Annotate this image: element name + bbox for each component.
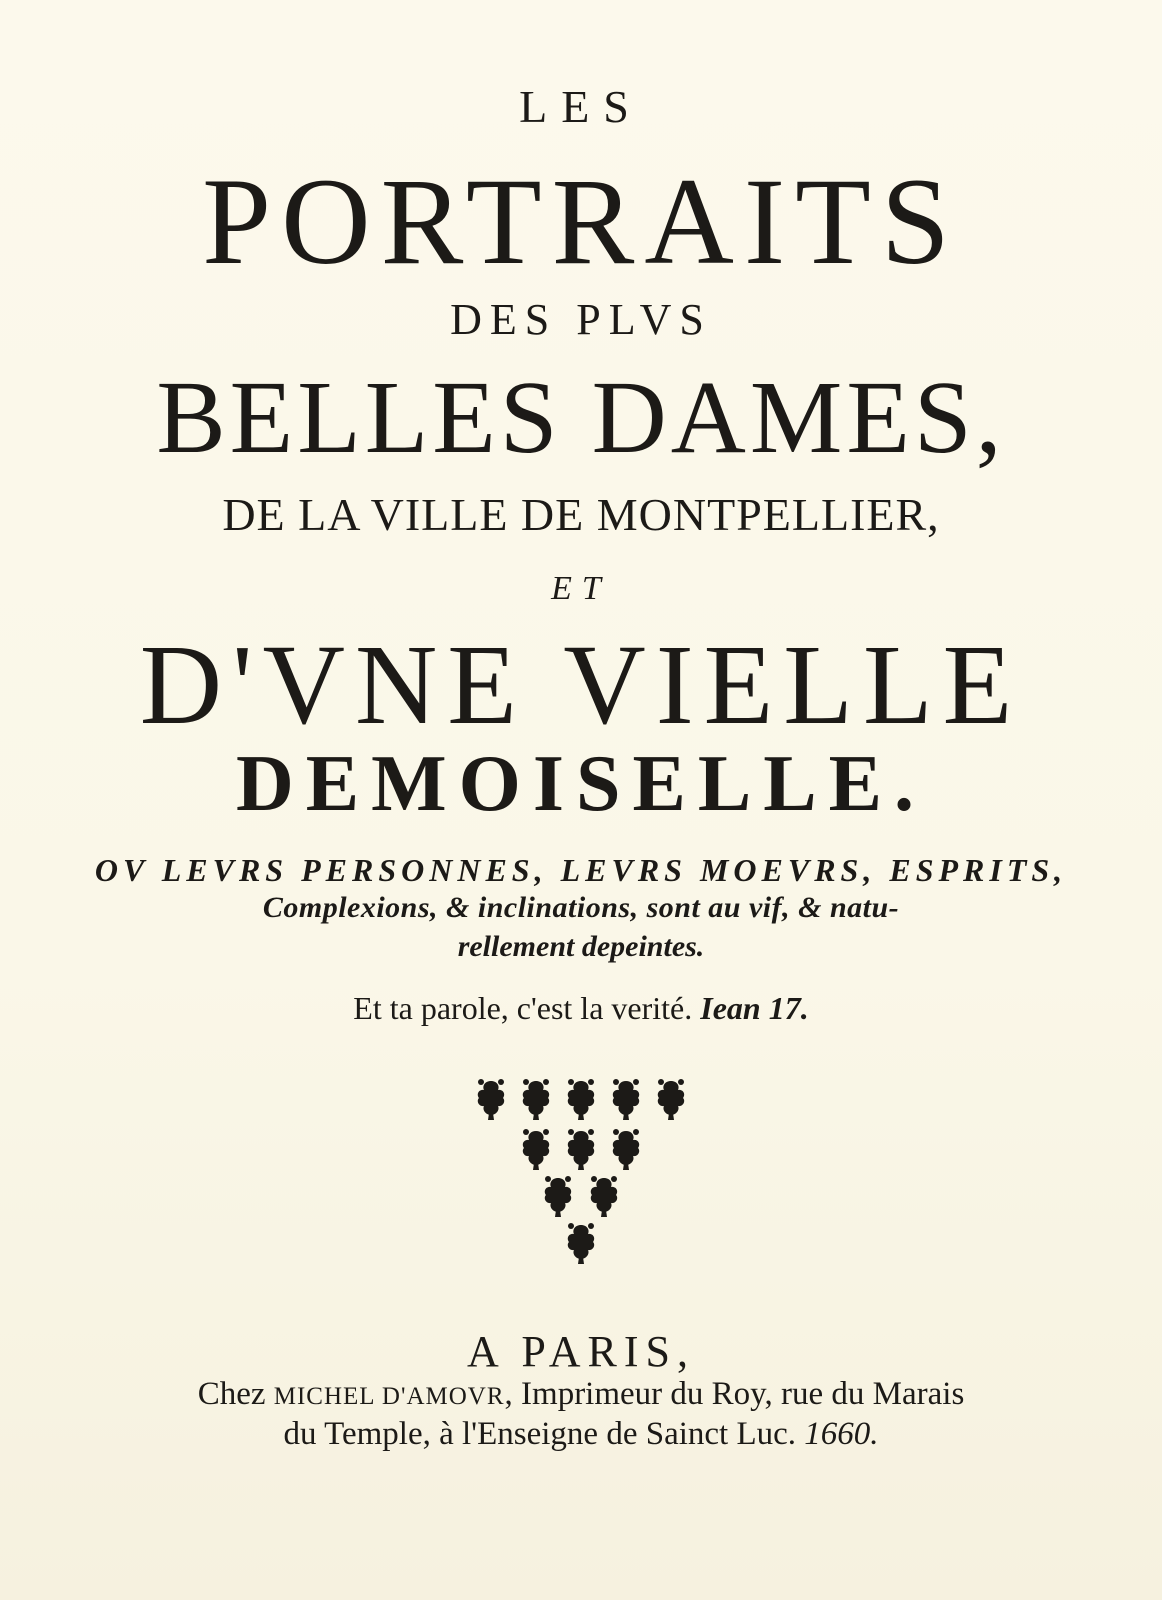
title-line-ville: DE LA VILLE DE MONTPELLIER, [222, 489, 940, 540]
title-line-dvne-vielle: D'VNE VIELLE [139, 621, 1023, 748]
imprint-printer-name: MICHEL D'AMOVR [273, 1383, 505, 1410]
subtitle-line-3: rellement depeintes. [457, 930, 705, 963]
ornament-row-4 [568, 1223, 594, 1264]
imprint-printer-line [0, 1378, 1162, 1411]
subtitle-line-2: Complexions, & inclinations, sont au vif, & natu- [262, 891, 900, 924]
imprint-year: 1660. [804, 1416, 879, 1452]
title-line-demoiselle: DEMOISELLE. [236, 740, 926, 828]
subtitle-line-1: OV LEVRS PERSONNES, LEVRS MOEVRS, ESPRITS, [94, 852, 1068, 888]
fleuron-ornament-icon [466, 1070, 696, 1275]
motto [0, 992, 1162, 1024]
imprint-place: A PARIS, [466, 1327, 696, 1376]
motto-reference: Iean 17. [700, 990, 809, 1026]
title-line-belles-dames: BELLES DAMES, [156, 360, 1006, 475]
ornament-row-3 [545, 1176, 617, 1217]
motto-text: Et ta parole, c'est la verité. [353, 990, 693, 1026]
title-line-portraits: PORTRAITS [202, 153, 960, 290]
ornament-row-1 [478, 1079, 684, 1120]
title-line-des-plus: DES PLVS [450, 295, 712, 344]
imprint-address-line [0, 1418, 1162, 1451]
ornament-row-2 [523, 1129, 639, 1170]
title-line-et: ET [551, 570, 611, 607]
imprint-address: du Temple, à l'Enseigne de Sainct Luc. [283, 1416, 797, 1452]
imprint-printer-prefix: Chez [197, 1376, 266, 1412]
imprint-printer-suffix: , Imprimeur du Roy, rue du Marais [504, 1376, 965, 1412]
title-line-les: LES [519, 81, 643, 132]
